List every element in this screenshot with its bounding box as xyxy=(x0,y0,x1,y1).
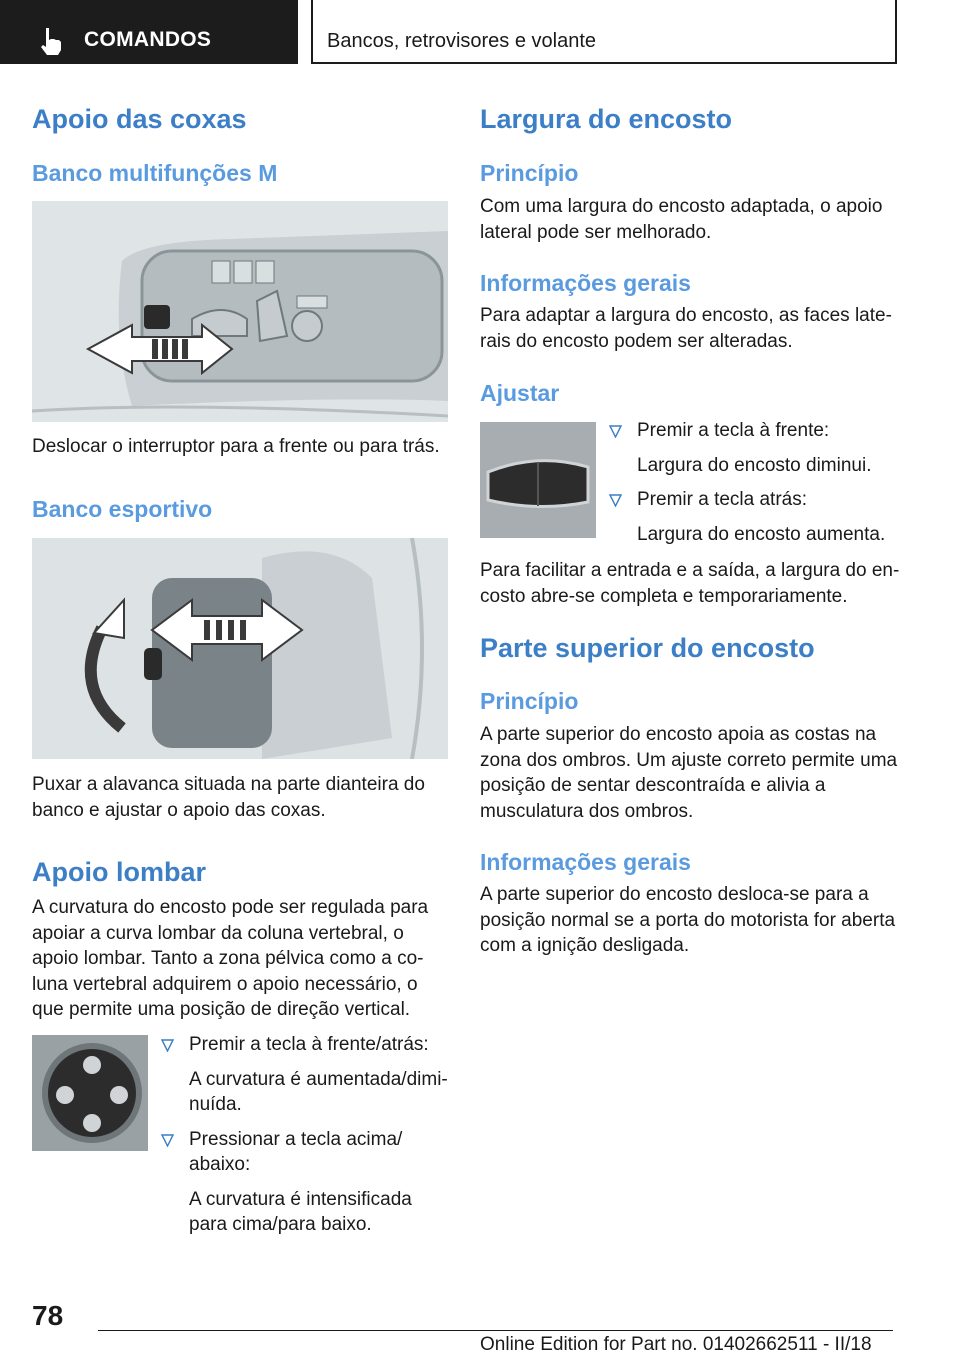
width-instructions xyxy=(609,418,899,547)
hand-pointer-icon xyxy=(38,26,64,56)
caption-sport-seat: Puxar a alavanca situada na parte dianteira do banco e ajustar o apoio das coxas. xyxy=(32,774,425,821)
list-item xyxy=(609,418,899,444)
list-item-label: Pressionar a tecla acima/ abaixo: xyxy=(189,1128,403,1175)
figure-sport-seat-lever xyxy=(32,538,448,759)
section-label: COMANDOS xyxy=(84,28,212,51)
heading-multifunction-seat: Banco multifunções M xyxy=(32,160,278,186)
general-info-2-text: A parte superior do encosto desloca-se para a posição normal se a porta do motorista for aberta com a ignição desligada. xyxy=(480,884,896,956)
list-item xyxy=(609,487,899,513)
chapter-title: Bancos, retrovisores e volante xyxy=(327,30,597,52)
list-item xyxy=(161,1127,453,1178)
page-number: 78 xyxy=(32,1300,64,1331)
chapter-box xyxy=(311,0,897,64)
list-item-label: Premir a tecla à frente: xyxy=(637,420,830,441)
heading-adjust: Ajustar xyxy=(480,380,560,406)
principle-1-text: Com uma largura do encosto adaptada, o apoio lateral pode ser melhorado. xyxy=(480,196,883,243)
heading-principle-2: Princípio xyxy=(480,688,579,714)
footer-divider xyxy=(98,1330,893,1331)
triangle-bullet-icon xyxy=(161,1134,174,1147)
list-item-label: Premir a tecla atrás: xyxy=(637,489,807,510)
list-item-result: A curvatura é intensificada para cima/para baixo. xyxy=(189,1188,412,1235)
lumbar-instructions xyxy=(161,1032,453,1238)
heading-general-info-1: Informações gerais xyxy=(480,270,691,296)
triangle-bullet-icon xyxy=(609,494,622,507)
edition-note: Online Edition for Part no. 01402662511 - II/18 xyxy=(480,1334,872,1355)
list-item xyxy=(161,1032,453,1058)
heading-lumbar-support: Apoio lombar xyxy=(32,857,206,887)
heading-thigh-support: Apoio das coxas xyxy=(32,104,247,134)
caption-multifunction: Deslocar o interruptor para a frente ou para trás. xyxy=(32,436,440,457)
figure-width-button xyxy=(480,422,596,538)
heading-sport-seat: Banco esportivo xyxy=(32,496,213,522)
heading-backrest-width: Largura do encosto xyxy=(480,104,733,134)
list-item-result: A curvatura é aumentada/dimi-nuída. xyxy=(189,1068,448,1115)
triangle-bullet-icon xyxy=(161,1039,174,1052)
principle-2-text: A parte superior do encosto apoia as costas na zona dos ombros. Um ajuste correto permite uma posição de sentar descontraída e alivia a musculatura dos ombros. xyxy=(480,724,898,822)
lumbar-description: A curvatura do encosto pode ser regulada para apoiar a curva lombar da coluna vertebral, o apoio lombar. Tanto a zona pélvica como a co-luna vertebral adquirem o apoio necessário, o que permite uma posição de direção vertical. xyxy=(32,897,429,1020)
general-info-1-text: Para adaptar a largura do encosto, as faces late-rais do encosto podem ser alteradas. xyxy=(480,305,892,352)
heading-principle-1: Princípio xyxy=(480,160,579,186)
figure-lumbar-button xyxy=(32,1035,148,1151)
list-item-result: Largura do encosto aumenta. xyxy=(637,523,886,545)
figure-multifunction-switch xyxy=(32,201,448,422)
adjust-note: Para facilitar a entrada e a saída, a largura do en-costo abre-se completa e temporariamente. xyxy=(480,560,900,607)
triangle-bullet-icon xyxy=(609,425,622,438)
heading-upper-backrest: Parte superior do encosto xyxy=(480,633,815,663)
heading-general-info-2: Informações gerais xyxy=(480,849,691,875)
list-item-result: Largura do encosto diminui. xyxy=(637,454,872,476)
section-tab xyxy=(0,0,298,64)
list-item-label: Premir a tecla à frente/atrás: xyxy=(189,1034,429,1055)
